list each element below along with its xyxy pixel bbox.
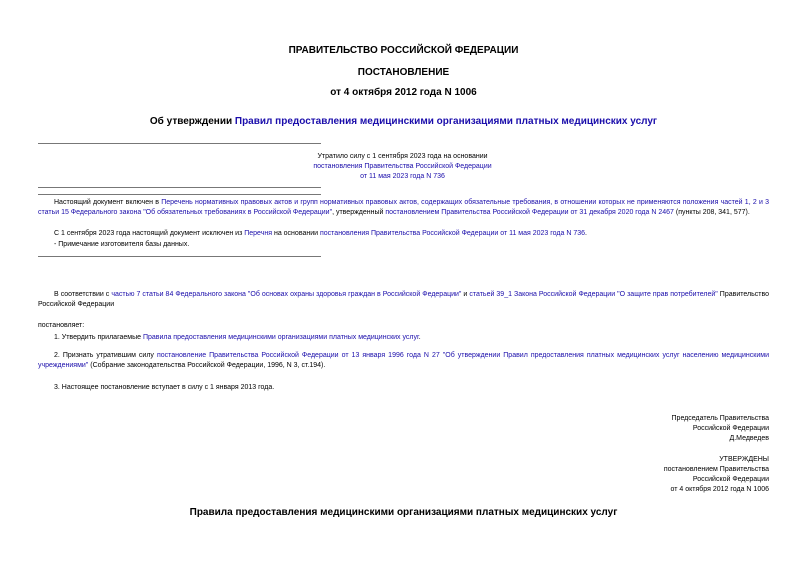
body-text: . [418, 334, 421, 341]
approved-line: постановлением Правительства [663, 466, 769, 473]
note-perechen-link[interactable]: Перечня [244, 230, 273, 237]
document-type: ПОСТАНОВЛЕНИЕ [357, 67, 450, 78]
item-2 [38, 351, 769, 371]
item-1 [54, 333, 769, 343]
body-text: 1. Утвердить прилагаемые [54, 334, 143, 341]
signature-line: Российской Федерации [692, 425, 769, 432]
note-paragraph-1 [38, 198, 769, 218]
body-text: и [461, 291, 470, 298]
body-text: (Собрание законодательства Российской Федерации, 1996, N 3, ст.194). [88, 362, 326, 369]
note-text: С 1 сентября 2023 года настоящий документ исключен из [54, 230, 245, 237]
rules-link[interactable]: Правила предоставления медицинскими организациями платных медицинских услуг [142, 334, 419, 341]
intro-paragraph [38, 290, 769, 310]
lost-force-line: Утратило силу с 1 сентября 2023 года на основании [317, 153, 488, 160]
resolution-1996-link[interactable]: постановление Правительства Российской Федерации от 13 января 1996 года N 27 "Об утверждении Правил предоставления платных медицинских услуг населению медицинскими учреждениями" [38, 352, 769, 369]
approved-block [569, 455, 769, 495]
signature-line: Председатель Правительства [671, 415, 769, 422]
title-prefix: Об утверждении [149, 116, 235, 127]
lost-force-link[interactable]: постановления Правительства Российской Федерации [313, 163, 492, 170]
approved-line: Российской Федерации [692, 476, 769, 483]
lost-force-notice [250, 152, 555, 182]
article-39-link[interactable]: статьей 39_1 Закона Российской Федерации "О защите прав потребителей" [469, 291, 718, 298]
note-text: . [585, 230, 587, 237]
note-paragraph-3: - Примечание изготовителя базы данных. [54, 241, 190, 248]
note-text: Настоящий документ включен в [54, 199, 162, 206]
note-text: , утвержденный [332, 209, 386, 216]
document-date-number: от 4 октября 2012 года N 1006 [330, 87, 477, 98]
rules-title: Правила предоставления медицинскими организациями платных медицинских услуг [189, 507, 618, 518]
divider [38, 194, 321, 195]
resolves-text: постановляет: [38, 322, 85, 329]
signature-block [569, 414, 769, 444]
item-3: 3. Настоящее постановление вступает в силу с 1 января 2013 года. [54, 384, 275, 391]
document-title [0, 116, 807, 127]
note-resolution-736-link[interactable]: постановления Правительства Российской Федерации от 11 мая 2023 года N 736 [319, 230, 586, 237]
body-text: 2. Признать утратившим силу [54, 352, 157, 359]
note-text: (пункты 208, 341, 577). [673, 209, 750, 216]
divider [38, 256, 321, 257]
divider [38, 143, 321, 144]
divider [38, 187, 321, 188]
approved-line: от 4 октября 2012 года N 1006 [670, 486, 769, 493]
article-84-link[interactable]: частью 7 статьи 84 Федерального закона "Об основах охраны здоровья граждан в Российской Федерации" [111, 291, 462, 298]
government-heading: ПРАВИТЕЛЬСТВО РОССИЙСКОЙ ФЕДЕРАЦИИ [288, 45, 519, 56]
title-link[interactable]: Правил предоставления медицинскими организациями платных медицинских услуг [234, 116, 658, 127]
body-text: В соответствии с [54, 291, 112, 298]
note-law-link[interactable]: частей 1, 2 и 3 статьи 15 Федерального закона "Об обязательных требованиях в Российской Федерации" [38, 199, 769, 216]
lost-force-date-link[interactable]: от 11 мая 2023 года N 736 [360, 173, 445, 180]
approved-line: УТВЕРЖДЕНЫ [719, 456, 769, 463]
body-text: Правительство Российской Федерации [38, 291, 769, 308]
note-text: на основании [272, 230, 320, 237]
note-resolution-link[interactable]: постановлением Правительства Российской Федерации от 31 декабря 2020 года N 2467 [385, 209, 674, 216]
signature-name: Д.Медведев [729, 435, 769, 442]
note-list-link[interactable]: Перечень нормативных правовых актов и групп нормативных правовых актов, содержащих обязательные требования, в отношении которых не применяются положения [161, 199, 719, 206]
note-paragraph-2 [54, 229, 769, 239]
